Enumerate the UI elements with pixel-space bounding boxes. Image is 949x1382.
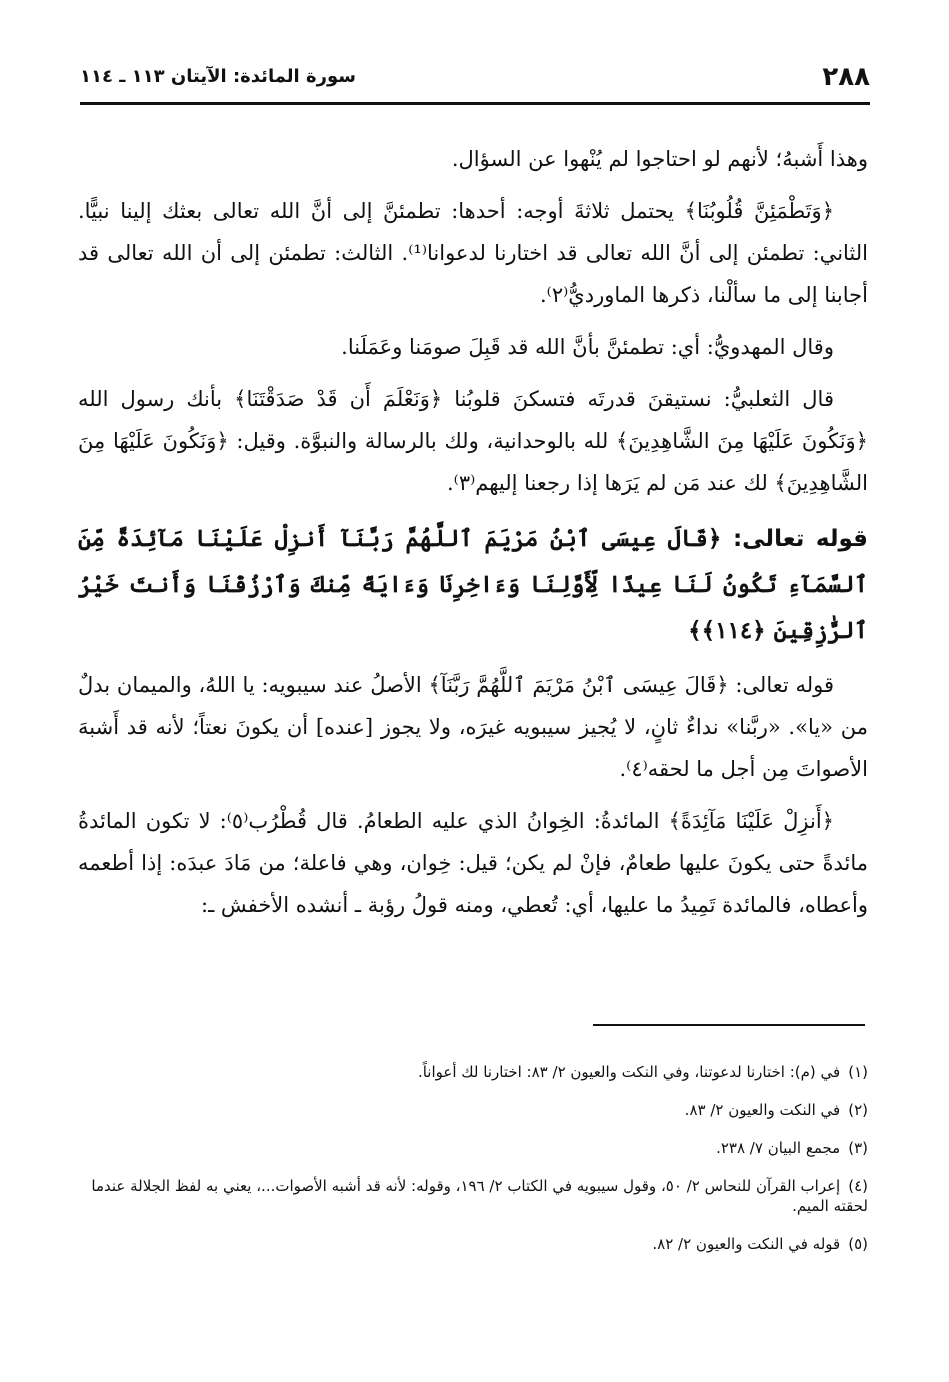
paragraph-4: قال الثعلبيُّ: نستيقنَ قدرتَه فتسكنَ قلوبُنا ﴿وَنَعْلَمَ أَن قَدْ صَدَقْتَنَا﴾ بأنك رسول الله ﴿وَنَكُونَ عَلَيْهَا مِنَ الشَّاهِدِينَ﴾ لله بالوحدانية، ولك بالرسالة والنبوَّة. وقيل: ﴿وَنَكُونَ عَلَيْهَا مِنَ الشَّاهِدِينَ﴾ لك عند مَن لم يَرَها إذا رجعنا إليهم⁽٣⁾. — [78, 387, 868, 495]
footnote-2 — [78, 1100, 868, 1120]
paragraph-6: ﴿أَنزِلْ عَلَيْنَا مَآئِدَةً﴾ المائدةُ: الخِوانُ الذي عليه الطعامُ. قال قُطْرُب⁽٥⁾: لا تكون المائدةُ مائدةً حتى يكونَ عليها طعامٌ، فإنْ لم يكن؛ قيل: خِوان، وهي فاعلة؛ من مَادَ عبدَه: إذا أطعمه وأعطاه، فالمائدة تَمِيدُ ما عليها، أي: تُعطي، ومنه قولُ رؤبة ـ أنشده الأخفش ـ: — [78, 809, 868, 917]
main-text — [78, 138, 868, 936]
paragraph-1: وهذا أَشبهُ؛ لأنهم لو احتاجوا لم يُنْهوا عن السؤال. — [451, 147, 868, 171]
paragraph-5: قوله تعالى: ﴿قَالَ عِيسَى ٱبْنُ مَرْيَمَ ٱللَّهُمَّ رَبَّنَآ﴾ الأصلُ عند سيبويه: يا اللهُ، والميمان بدلٌ من «يا». «ربَّنا» نداءٌ ثانٍ، لا يُجيز سيبويه غيرَه، ولا يجوز [عنده] أن يكونَ نعتاً؛ لأنه قد أَشبهَ الأصواتَ مِن أجل ما لحقه⁽٤⁾. — [78, 673, 868, 781]
footnotes — [78, 1062, 868, 1272]
footnote-text: في النكت والعيون ٢/ ٨٣. — [684, 1101, 841, 1119]
footnote-text: مجمع البيان ٧/ ٢٣٨. — [716, 1139, 841, 1157]
footnote-1 — [78, 1062, 868, 1082]
running-header — [80, 58, 870, 105]
footnote-3 — [78, 1138, 868, 1158]
footnote-number: (١) — [848, 1063, 868, 1081]
footnote-number: (٢) — [848, 1101, 868, 1119]
paragraph-3: وقال المهدويُّ: أي: تطمئنَّ بأنَّ الله قد قَبِلَ صومَنا وعَمَلَنا. — [341, 335, 834, 359]
footnote-text: قوله في النكت والعيون ٢/ ٨٢. — [652, 1235, 841, 1253]
running-title: سورة المائدة: الآيتان ١١٣ ـ ١١٤ — [80, 66, 356, 87]
verse-text: ﴿قَالَ عِيسَى ٱبْنُ مَرْيَمَ ٱللَّهُمَّ رَبَّنَآ أَنزِلْ عَلَيْنَا مَآئِدَةً مِّنَ ٱلسَّمَآءِ تَكُونُ لَنَا عِيدًا لِّأَوَّلِنَا وَءَاخِرِنَا وَءَايَةً مِّنكَ وَٱرْزُقْنَا وَأَنتَ خَيْرُ ٱلرَّٰزِقِينَ ﴿١١٤﴾﴾ — [78, 525, 868, 644]
footnote-number: (٥) — [848, 1235, 868, 1253]
footnote-5 — [78, 1234, 868, 1254]
footnote-text: إعراب القرآن للنحاس ٢/ ٥٠، وقول سيبويه في الكتاب ٢/ ١٩٦، وقوله: لأنه قد أشبه الأصوات...، يعني به لفظ الجلالة عندما لحقته الميم. — [91, 1177, 868, 1215]
footnote-number: (٣) — [848, 1139, 868, 1157]
paragraph-2: ﴿وَتَطْمَئِنَّ قُلُوبُنَا﴾ يحتمل ثلاثةَ أوجه: أحدها: تطمئنَّ إلى أنَّ الله تعالى بعثك إلينا نبيًّا. الثاني: تطمئن إلى أنَّ الله تعالى قد اختارنا لدعوانا⁽¹⁾. الثالث: تطمئن إلى أن الله تعالى قد أجابنا إلى ما سألْنا، ذكرها الماورديُّ⁽٢⁾. — [78, 199, 869, 307]
footnote-text: في (م): اختارنا لدعوتنا، وفي النكت والعيون ٢/ ٨٣: اختارنا لك أعواناً. — [417, 1063, 841, 1081]
verse-heading — [78, 516, 868, 654]
footnote-number: (٤) — [848, 1177, 868, 1195]
footnote-4 — [78, 1176, 868, 1216]
page-number: ٢٨٨ — [822, 62, 870, 92]
verse-lead: قوله تعالى: — [732, 526, 868, 552]
footnote-divider — [593, 1024, 865, 1026]
